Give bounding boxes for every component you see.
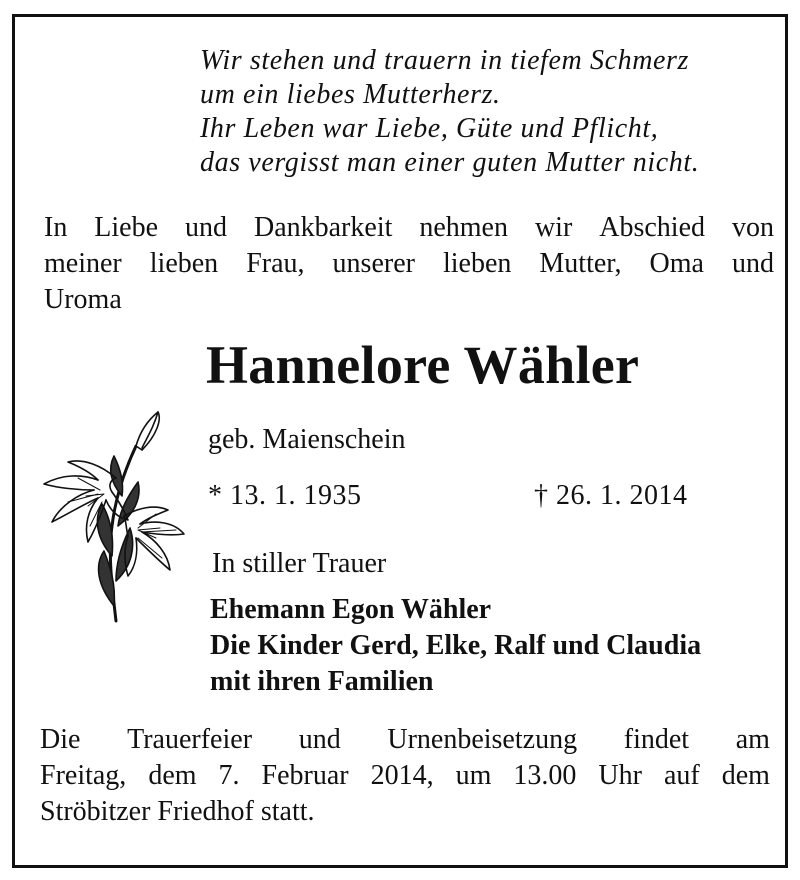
- service-word: am: [735, 724, 770, 755]
- intro-word: In: [44, 212, 68, 243]
- mourner-line: mit ihren Familien: [210, 666, 434, 697]
- mourners-list: [210, 592, 701, 700]
- intro-word: und: [185, 212, 228, 243]
- service-line-3: Ströbitzer Friedhof statt.: [40, 796, 315, 827]
- service-word: findet: [623, 724, 690, 755]
- service-word: dem: [148, 760, 197, 791]
- intro-word: von: [731, 212, 774, 243]
- service-word: Februar: [261, 760, 349, 791]
- lily-flower-icon: [38, 406, 188, 626]
- intro-word: lieben: [442, 248, 512, 279]
- farewell-intro: [44, 210, 774, 318]
- poem-line: Wir stehen und trauern in tiefem Schmerz: [200, 45, 690, 76]
- intro-word: Abschied: [599, 212, 706, 243]
- service-word: auf: [663, 760, 700, 791]
- service-word: Trauerfeier: [127, 724, 253, 755]
- service-word: Urnenbeisetzung: [387, 724, 578, 755]
- service-word: und: [298, 724, 341, 755]
- poem-line: Ihr Leben war Liebe, Güte und Pflicht,: [200, 113, 659, 144]
- intro-word: meiner: [44, 248, 122, 279]
- deceased-name: Hannelore Wähler: [206, 335, 640, 395]
- service-line-2: [40, 758, 770, 794]
- service-word: dem: [721, 760, 770, 791]
- service-word: Freitag,: [40, 760, 127, 791]
- service-word: 13.00: [513, 760, 577, 791]
- intro-line-1: [44, 210, 774, 246]
- intro-word: Oma: [649, 248, 704, 279]
- intro-word: nehmen: [419, 212, 508, 243]
- service-word: 7.: [218, 760, 240, 791]
- memorial-poem: [200, 44, 790, 180]
- service-word: Uhr: [598, 760, 642, 791]
- intro-word: unserer: [332, 248, 415, 279]
- mourner-line: Ehemann Egon Wähler: [210, 594, 492, 625]
- intro-line-2: [44, 246, 774, 282]
- service-word: um: [455, 760, 492, 791]
- service-word: 2014,: [370, 760, 434, 791]
- mourner-line: Die Kinder Gerd, Elke, Ralf und Claudia: [210, 630, 702, 661]
- intro-word: lieben: [149, 248, 219, 279]
- intro-word: wir: [534, 212, 573, 243]
- mourning-label: In stiller Trauer: [212, 548, 387, 579]
- intro-line-3: Uroma: [44, 284, 122, 315]
- intro-word: Dankbarkeit: [253, 212, 393, 243]
- birth-date: * 13. 1. 1935: [208, 480, 362, 511]
- intro-word: und: [731, 248, 774, 279]
- funeral-service-info: [40, 722, 770, 830]
- death-date: † 26. 1. 2014: [534, 480, 688, 511]
- birth-name: geb. Maienschein: [208, 424, 406, 455]
- intro-word: Frau,: [246, 248, 305, 279]
- service-line-1: [40, 722, 770, 758]
- intro-word: Liebe: [94, 212, 159, 243]
- poem-line: um ein liebes Mutterherz.: [200, 79, 501, 110]
- service-word: Die: [40, 724, 81, 755]
- intro-word: Mutter,: [539, 248, 622, 279]
- poem-line: das vergisst man einer guten Mutter nicht.: [200, 147, 700, 178]
